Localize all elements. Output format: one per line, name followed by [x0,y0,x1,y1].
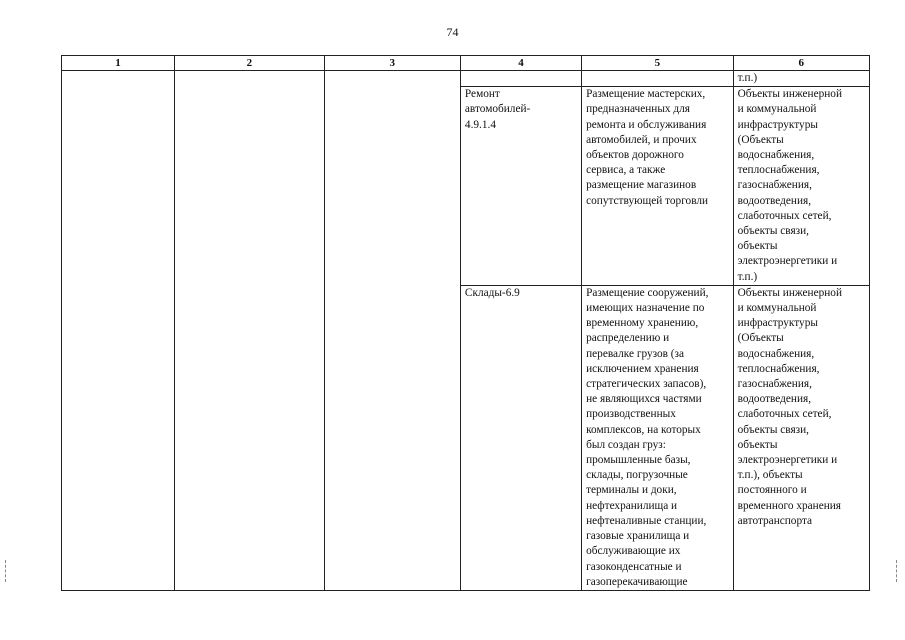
header-col-6: 6 [733,56,869,71]
cell-use-description: Размещение мастерских, предназначенных для ремонта и обслуживания автомобилей, и прочих объектов дорожного сервиса, а также размещение магазинов сопутствующей торговли [582,87,734,286]
zoning-table [61,55,870,591]
cell-permitted-use: Склады-6.9 [460,285,581,590]
scan-edge-mark-left [5,560,8,582]
cell-col1-empty [62,71,175,591]
cell-col5-continuation [582,71,734,87]
header-col-4: 4 [460,56,581,71]
scan-edge-mark-right [896,560,899,582]
page-number: 74 [446,25,459,39]
cell-col2-empty [175,71,324,591]
header-col-5: 5 [582,56,734,71]
header-col-3: 3 [324,56,460,71]
cell-col6-continuation: т.п.) [733,71,869,87]
cell-col4-continuation [460,71,581,87]
cell-use-description: Размещение сооружений, имеющих назначение по временному хранению, распределению и перевалке грузов (за исключением хранения стратегических запасов), не являющихся частями производственных комплексов, на которых был создан груз: промышленные базы, склады, погрузочные терминалы и доки, нефтехранилища и нефтеналивные станции, газовые хранилища и обслуживающие их газоконденсатные и газоперекачивающие [582,285,734,590]
cell-col3-empty [324,71,460,591]
header-col-2: 2 [175,56,324,71]
cell-auxiliary-objects: Объекты инженерной и коммунальной инфраструктуры (Объекты водоснабжения, теплоснабжения, газоснабжения, водоотведения, слаботочных сетей, объекты связи, объекты электроэнергетики и т.п.) [733,87,869,286]
header-row [62,56,870,71]
cell-permitted-use: Ремонт автомобилей- 4.9.1.4 [460,87,581,286]
table-row-continuation [62,71,870,87]
cell-auxiliary-objects: Объекты инженерной и коммунальной инфраструктуры (Объекты водоснабжения, теплоснабжения, газоснабжения, водоотведения, слаботочных сетей, объекты связи, объекты электроэнергетики и т.п.), объекты постоянного и временного хранения автотранспорта [733,285,869,590]
header-col-1: 1 [62,56,175,71]
